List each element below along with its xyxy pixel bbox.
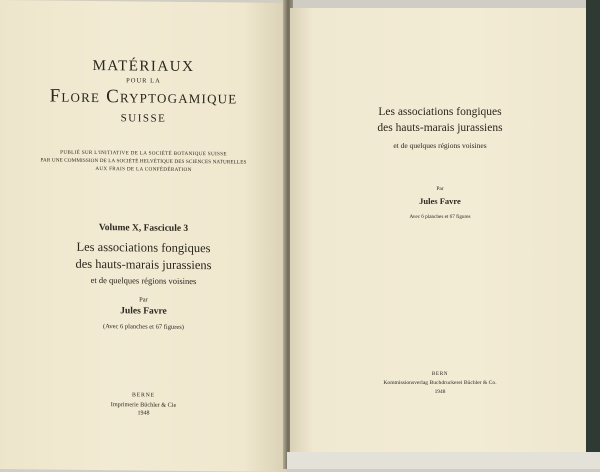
publisher-note-line1: PUBLIÉ SUR L'INITIATIVE DE LA SOCIÉTÉ BOTANIQUE SUISSE (60, 149, 227, 158)
left-page (0, 0, 287, 472)
series-line-materiaux: MATÉRIAUX (92, 57, 195, 76)
book-subtitle: et de quelques régions voisines (90, 274, 197, 287)
series-line-flore: Flore Cryptogamique (49, 85, 238, 109)
book-cover-edge (586, 0, 600, 469)
imprint-city: BERNE (131, 392, 155, 399)
illustrations-note: (Avec 6 planches et 67 figures) (103, 323, 184, 331)
imprint-year: 1948 (137, 410, 150, 417)
book-title-line1: Les associations fongiques (76, 239, 211, 256)
by-label: Par (139, 296, 148, 304)
right-page (290, 8, 590, 454)
book-title-line2: des hauts-marais jurassiens (75, 256, 212, 273)
author-name: Jules Favre (419, 196, 461, 206)
volume-number: Volume X, Fascicule 3 (98, 223, 189, 234)
imprint-publisher: Kommissionsverlag Buchdruckerei Büchler & Co. (383, 380, 497, 386)
imprint-printer: Imprimerie Büchler & Cie (110, 401, 177, 409)
author-name: Jules Favre (120, 306, 167, 317)
imprint-year: 1948 (434, 389, 446, 395)
series-line-suisse: SUISSE (120, 112, 167, 125)
book-title-line2: des hauts-marais jurassiens (377, 122, 503, 134)
publisher-note-line3: AUX FRAIS DE LA CONFÉDÉRATION (95, 165, 192, 174)
by-label: Par (436, 186, 444, 192)
series-line-pour-la: POUR LA (126, 77, 161, 85)
illustrations-note: Avec 6 planches et 67 figures (409, 214, 471, 220)
publisher-note-line2: PAR UNE COMMISSION DE LA SOCIÉTÉ HELVÉTIQUE DES SCIENCES NATURELLES (40, 157, 247, 166)
book-subtitle: et de quelques régions voisines (393, 141, 487, 150)
imprint-city: BERN (431, 371, 449, 377)
table-surface (287, 452, 600, 469)
book-title-line1: Les associations fongiques (378, 106, 502, 118)
